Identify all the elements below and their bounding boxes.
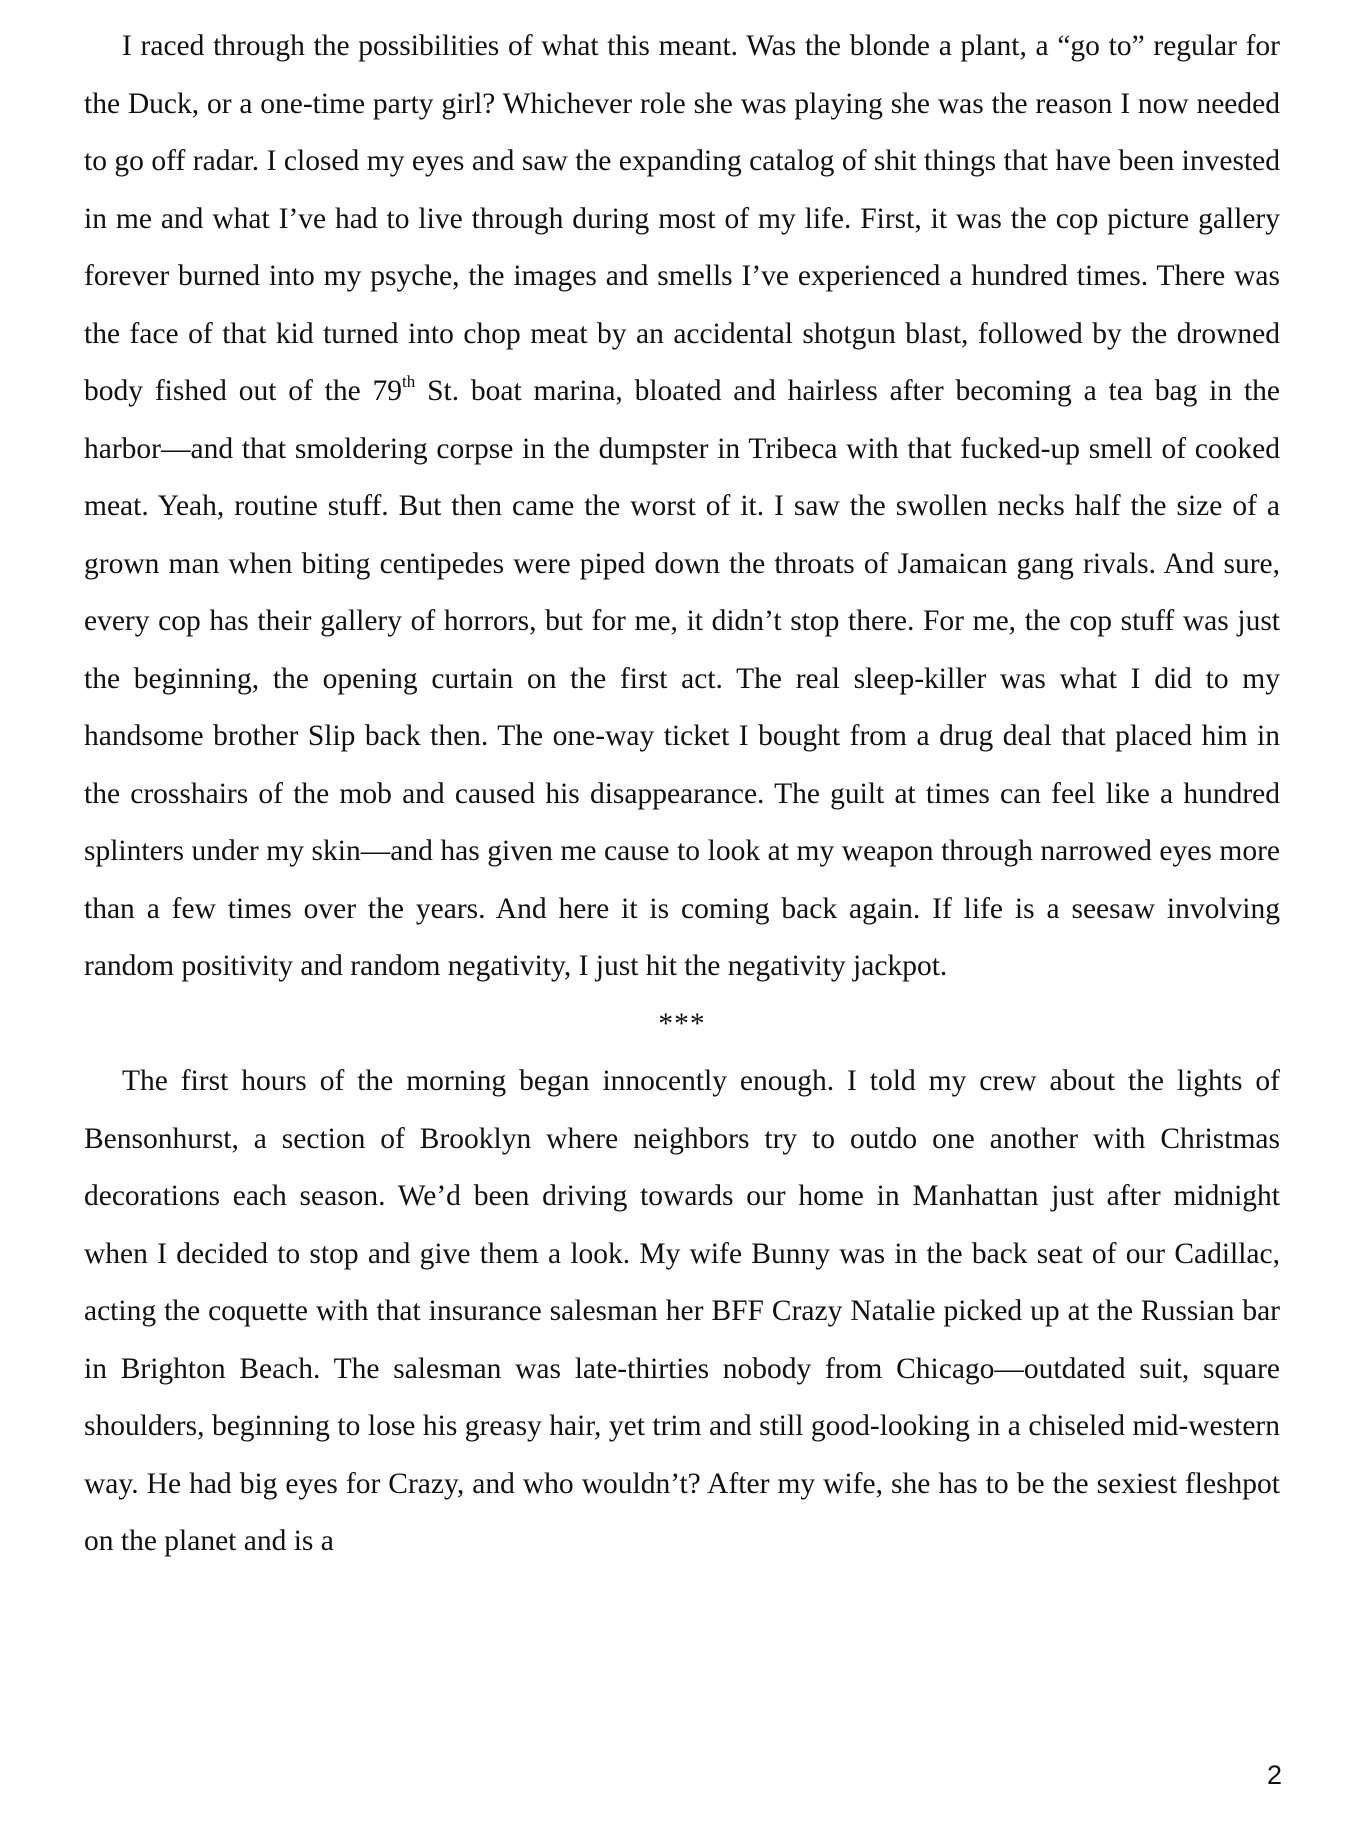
page-number: 2 xyxy=(1266,1760,1282,1790)
body-paragraph-1 xyxy=(84,18,1280,996)
section-break: *** xyxy=(658,1007,706,1040)
body-paragraph-2: The first hours of the morning began innocently enough. I told my crew about the lights of Bensonhurst, a section of Brooklyn where neighbors try to outdo one another with Christmas decorations each season. We’d been driving towards our home in Manhattan just after midnight when I decided to stop and give them a look. My wife Bunny was in the back seat of our Cadillac, acting the coquette with that insurance salesman her BFF Crazy Natalie picked up at the Russian bar in Brighton Beach. The salesman was late-thirties nobody from Chicago—outdated suit, square shoulders, beginning to lose his greasy hair, yet trim and still good-looking in a chiseled mid-western way. He had big eyes for Crazy, and who wouldn’t? After my wife, she has to be the sexiest fleshpot on the planet and is a xyxy=(84,1065,1280,1557)
paragraph-1-text-part-1: I raced through the possibilities of what this meant. Was the blonde a plant, a “go to” regular for the Duck, or a one-time party girl? Whichever role she was playing she was the reason I now needed to go off radar. I closed my eyes and saw the expanding catalog of shit things that have been invested in me and what I’ve had to live through during most of my life. First, it was the cop picture gallery forever burned into my psyche, the images and smells I’ve experienced a hundred times. There was the face of that kid turned into chop meat by an accidental shotgun blast, followed by the drowned body fished out of the 79 xyxy=(84,30,1280,407)
ordinal-superscript: th xyxy=(402,372,416,391)
paragraph-1-text-part-2: St. boat marina, bloated and hairless after becoming a tea bag in the harbor—and that smoldering corpse in the dumpster in Tribeca with that fucked-up smell of cooked meat. Yeah, routine stuff. But then came the worst of it. I saw the swollen necks half the size of a grown man when biting centipedes were piped down the throats of Jamaican gang rivals. And sure, every cop has their gallery of horrors, but for me, it didn’t stop there. For me, the cop stuff was just the beginning, the opening curtain on the first act. The real sleep-killer was what I did to my handsome brother Slip back then. The one-way ticket I bought from a drug deal that placed him in the crosshairs of the mob and caused his disappearance. The guilt at times can feel like a hundred splinters under my skin—and has given me cause to look at my weapon through narrowed eyes more than a few times over the years. And here it is coming back again. If life is a seesaw involving random positivity and random negativity, I just hit the negativity jackpot. xyxy=(84,375,1280,982)
document-page xyxy=(84,18,1280,1571)
